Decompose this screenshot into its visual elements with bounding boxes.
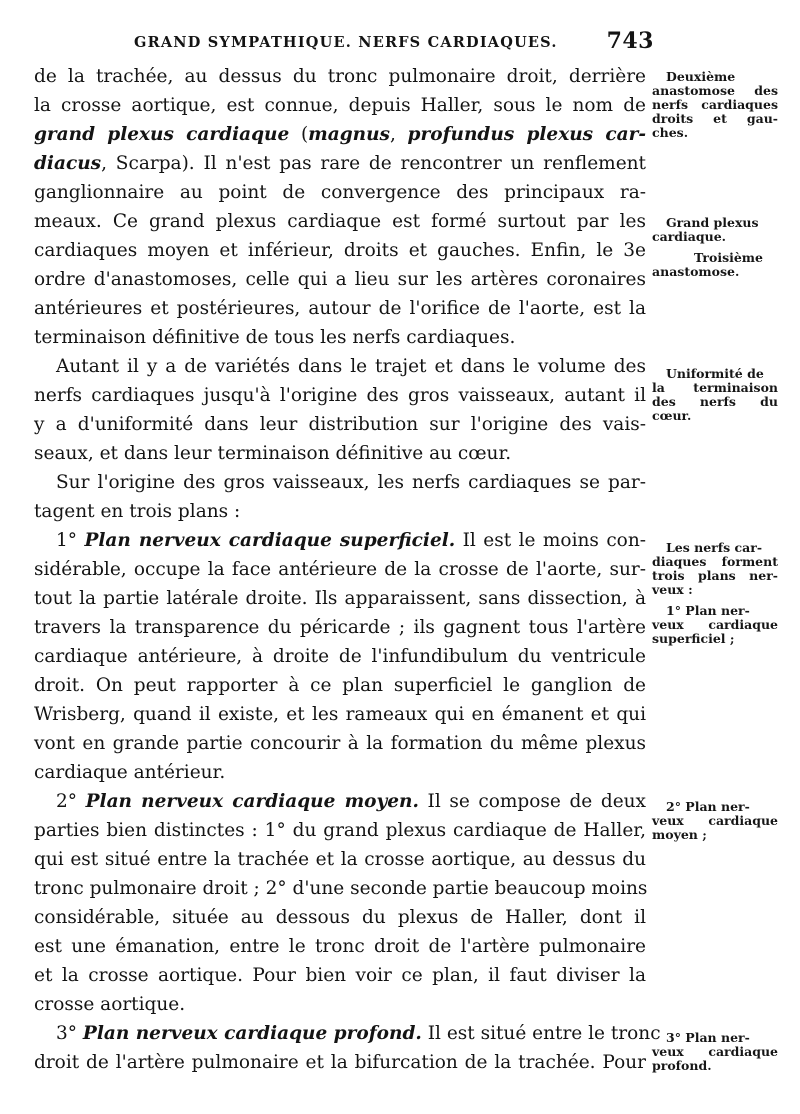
text-line: nerfs cardiaques jusqu'à l'origine des gros vaisseaux, autant il [34,385,646,406]
margin-note-third-anastomosis [652,251,778,279]
margin-note-line: anastomose. [652,264,740,279]
text-line: Sur l'origine des gros vaisseaux, les nerfs cardiaques se par- [56,472,646,493]
text-line: meaux. Ce grand plexus cardiaque est formé surtout par les [34,211,646,232]
text-line: sidérable, occupe la face antérieure de la crosse de l'aorte, sur- [34,559,646,580]
italic-term: diacus [34,153,102,174]
text-fragment: , Scarpa). Il n'est pas rare de rencontrer un renflement [101,153,646,174]
margin-note-superficial-plane [652,604,778,646]
margin-note-line: anastomose des [652,83,778,98]
margin-note-line: Les nerfs car- [666,540,763,555]
margin-note-line: trois plans ner- [652,568,778,583]
text-line [34,120,646,149]
text-line: travers la transparence du péricarde ; ils gagnent tous l'artère [34,617,646,638]
text-line: crosse aortique. [34,994,186,1015]
margin-note-deep-plane [652,1031,778,1073]
text-fragment: Il est le moins con- [455,530,646,551]
text-line: cardiaque antérieure, à droite de l'infundibulum du ventricule [34,646,646,667]
margin-note-line: Grand plexus [666,215,759,230]
margin-note-line: cardiaque. [652,229,727,244]
margin-note-line: la terminaison [652,380,778,395]
text-line: tagent en trois plans : [34,501,241,522]
text-line: terminaison définitive de tous les nerfs cardiaques. [34,327,516,348]
text-fragment: 1° [56,530,85,551]
text-line: vont en grande partie concourir à la formation du même plexus [34,733,646,754]
margin-note-line: Troisième [694,250,763,265]
text-fragment: Il se compose de deux [418,791,646,812]
margin-note-line: ches. [652,125,689,140]
margin-note-line: veux cardiaque [652,617,778,632]
margin-note-line: veux cardiaque [652,813,778,828]
margin-note-three-planes [652,541,778,597]
text-line: y a d'uniformité dans leur distribution sur l'origine des vais- [34,414,646,435]
margin-note-line: des nerfs du [652,394,778,409]
margin-note-line: diaques forment [652,554,778,569]
text-line: considérable, située au dessous du plexus de Haller, dont il [34,907,646,928]
margin-note-line: nerfs cardiaques [652,97,778,112]
text-fragment: , [389,124,408,145]
page-header [34,28,654,58]
text-line: est une émanation, entre le tronc droit de l'artère pulmonaire [34,936,646,957]
page-number: 743 [606,28,654,54]
margin-note-line: 1° Plan ner- [666,603,750,618]
text-line: tout la partie latérale droite. Ils apparaissent, sans dissection, à [34,588,646,609]
text-line: parties bien distinctes : 1° du grand plexus cardiaque de Haller, [34,820,646,841]
text-line: cardiaque antérieur. [34,762,226,783]
text-line: ordre d'anastomoses, celle qui a lieu sur les artères coronaires [34,269,646,290]
margin-note-line: cœur. [652,408,692,423]
italic-term: magnus [308,124,390,145]
text-line [34,1019,661,1048]
text-line [34,787,646,816]
margin-note-line: 2° Plan ner- [666,799,750,814]
text-line: Wrisberg, quand il existe, et les rameaux qui en émanent et qui [34,704,646,725]
margin-note-middle-plane [652,800,778,842]
text-line: et la crosse aortique. Pour bien voir ce plan, il faut diviser la [34,965,646,986]
text-fragment: 2° [56,791,86,812]
text-fragment: Il est situé entre le tronc [421,1023,661,1044]
running-head: GRAND SYMPATHIQUE. NERFS CARDIAQUES. [134,34,558,51]
italic-term: Plan nerveux cardiaque profond. [82,1023,422,1044]
margin-note-line: superficiel ; [652,631,735,646]
italic-term: grand plexus cardiaque [34,124,290,145]
italic-term: Plan nerveux cardiaque moyen. [85,791,419,812]
text-line: droit de l'artère pulmonaire et la bifurcation de la trachée. Pour [34,1052,646,1073]
text-line: antérieures et postérieures, autour de l'orifice de l'aorte, est la [34,298,646,319]
text-line: qui est situé entre la trachée et la crosse aortique, au dessus du [34,849,646,870]
text-line: ganglionnaire au point de convergence des principaux ra- [34,182,646,203]
text-line [34,526,646,555]
text-line [34,149,646,178]
text-fragment: 3° [56,1023,83,1044]
text-line: seaux, et dans leur terminaison définitive au cœur. [34,443,512,464]
italic-term: Plan nerveux cardiaque superficiel. [84,530,456,551]
text-line: tronc pulmonaire droit ; 2° d'une seconde partie beaucoup moins [34,878,648,899]
margin-note-line: veux cardiaque [652,1044,778,1059]
margin-note-line: Uniformité de [666,366,764,381]
margin-note-line: Deuxième [666,69,736,84]
margin-note-line: moyen ; [652,827,707,842]
margin-note-line: profond. [652,1058,712,1073]
text-line: Autant il y a de variétés dans le trajet et dans le volume des [56,356,646,377]
margin-note-line: veux : [652,582,693,597]
text-line: la crosse aortique, est connue, depuis Haller, sous le nom de [34,95,646,116]
main-text [34,62,661,1077]
margin-note-line: droits et gau- [652,111,778,126]
text-line: cardiaques moyen et inférieur, droits et gauches. Enfin, le 3e [34,240,646,261]
margin-note-line: 3° Plan ner- [666,1030,750,1045]
text-fragment: ( [289,124,309,145]
text-line: droit. On peut rapporter à ce plan superficiel le ganglion de [34,675,646,696]
italic-term: profundus plexus car- [407,124,646,145]
margin-note-second-anastomosis [652,70,778,140]
margin-note-grand-plexus [652,216,778,244]
margin-note-uniformity [652,367,778,423]
text-line: de la trachée, au dessus du tronc pulmonaire droit, derrière [34,66,646,87]
